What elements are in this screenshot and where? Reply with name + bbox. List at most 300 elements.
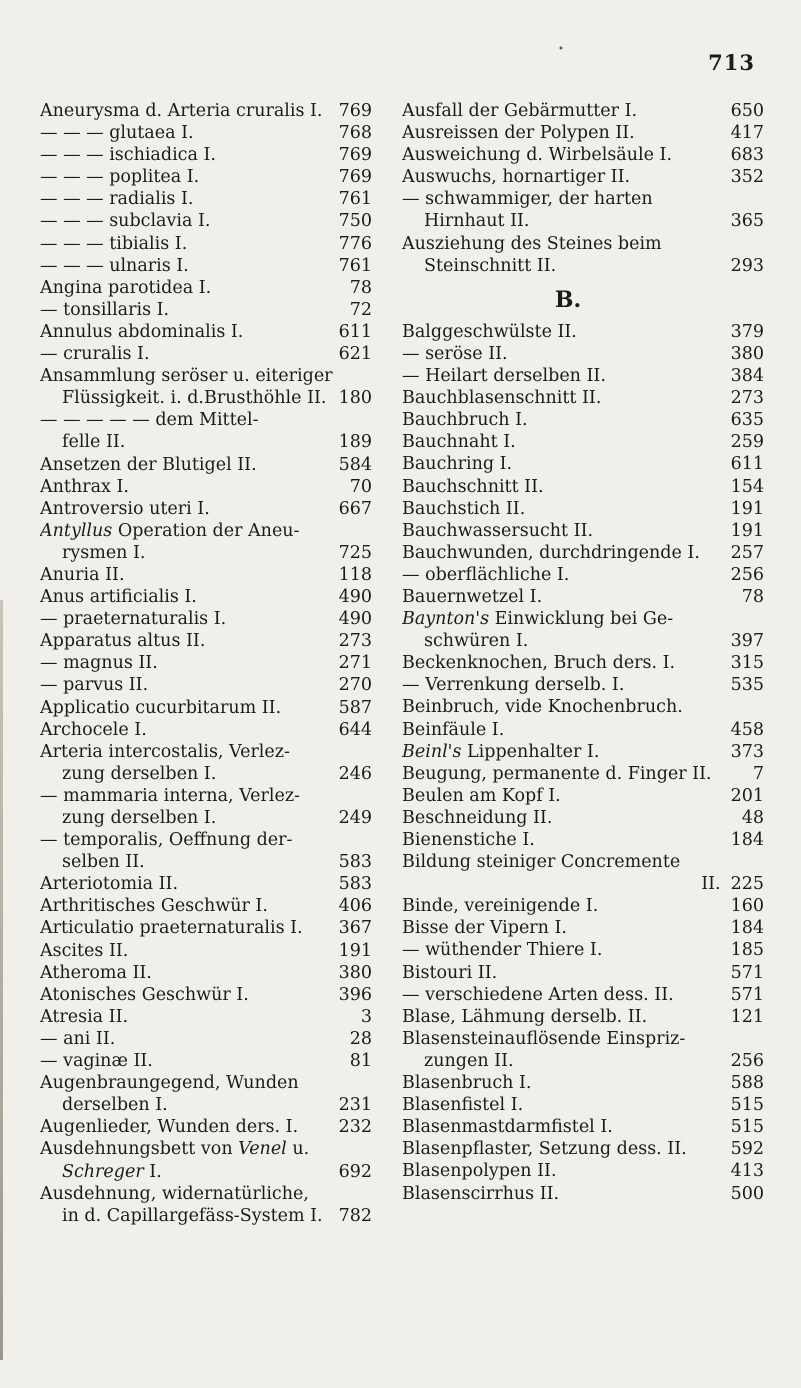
entry-page-ref: 587 — [338, 697, 372, 718]
entry-page-ref: 249 — [338, 808, 372, 828]
entry-page-ref: 769 — [338, 145, 372, 166]
index-entry — [40, 917, 372, 939]
entry-line — [402, 321, 764, 343]
entry-term: — magnus II. — [40, 653, 158, 674]
entry-page-ref: 293 — [730, 255, 764, 276]
entry-line — [40, 476, 372, 498]
entry-page-ref: 750 — [338, 211, 372, 232]
entry-term: Beinl's Lippenhalter I. — [402, 741, 600, 762]
entry-term: Annulus abdominalis I. — [40, 321, 244, 342]
entry-term: — parvus II. — [40, 675, 149, 696]
entry-line — [402, 453, 764, 475]
entry-page-ref — [368, 365, 372, 387]
entry-term: Atonisches Geschwür I. — [40, 984, 249, 1005]
entry-line — [40, 586, 372, 608]
entry-page-ref: 490 — [338, 609, 372, 630]
entry-page-ref: 191 — [338, 940, 372, 961]
entry-page-ref: 621 — [338, 344, 372, 365]
index-entry — [402, 564, 764, 586]
index-entry — [40, 630, 372, 652]
index-entry — [402, 233, 764, 277]
entry-term: — ani II. — [40, 1028, 116, 1049]
entry-line — [402, 851, 764, 873]
entry-term: Bauchwunden, durchdringende I. — [402, 542, 700, 563]
index-entry — [40, 785, 372, 829]
entry-continuation-line — [402, 630, 764, 652]
entry-page-ref: 635 — [730, 410, 764, 431]
index-entry — [402, 409, 764, 431]
entry-page-ref: 417 — [730, 123, 764, 144]
index-entry — [402, 895, 764, 917]
index-entry — [402, 542, 764, 564]
index-entry — [40, 122, 372, 144]
entry-term: Flüssigkeit. i. d.Brusthöhle II. — [62, 388, 327, 409]
entry-page-ref: 515 — [730, 1095, 764, 1116]
entry-term: Hirnhaut II. — [424, 211, 530, 232]
entry-page-ref: 273 — [338, 631, 372, 652]
entry-page-ref: 583 — [338, 874, 372, 895]
page-number: 713 — [708, 50, 755, 75]
index-entry — [402, 1028, 764, 1072]
index-entry — [40, 1028, 372, 1050]
index-entry — [402, 122, 764, 144]
entry-page-ref — [368, 1183, 372, 1205]
entry-page-ref: 225 — [730, 874, 764, 895]
entry-line — [402, 962, 764, 984]
entry-line — [402, 100, 764, 122]
entry-line — [402, 1138, 764, 1160]
entry-page-ref: 379 — [730, 321, 764, 342]
entry-term: Blasenbruch I. — [402, 1073, 532, 1094]
entry-page-ref — [760, 608, 764, 630]
index-entry — [402, 652, 764, 674]
entry-line — [402, 674, 764, 696]
index-entry — [40, 255, 372, 277]
entry-line — [40, 255, 372, 277]
entry-line — [402, 387, 764, 409]
index-entry — [40, 608, 372, 630]
entry-line — [40, 144, 372, 166]
entry-continuation-line — [402, 873, 764, 895]
index-entry — [402, 1072, 764, 1094]
entry-page-ref: 78 — [349, 277, 372, 298]
index-entry — [40, 1006, 372, 1028]
entry-page-ref: 683 — [730, 145, 764, 166]
entry-term: Beulen am Kopf I. — [402, 785, 561, 806]
index-entry — [40, 476, 372, 498]
entry-page-ref: 352 — [730, 167, 764, 188]
entry-page-ref: 271 — [338, 653, 372, 674]
entry-term: — Verrenkung derselb. I. — [402, 675, 625, 696]
entry-line — [402, 520, 764, 542]
index-entry — [40, 1116, 372, 1138]
entry-page-ref: 584 — [338, 454, 372, 475]
index-entry — [402, 498, 764, 520]
entry-term: Bauernwetzel I. — [402, 586, 543, 607]
entry-page-ref — [368, 409, 372, 431]
entry-page-ref: 373 — [730, 741, 764, 762]
entry-page-ref: 184 — [730, 918, 764, 939]
entry-term: Ausdehnungsbett von Venel u. — [40, 1139, 310, 1160]
entry-line — [40, 343, 372, 365]
entry-page-ref: 232 — [338, 1117, 372, 1138]
entry-line — [40, 409, 372, 431]
entry-page-ref: 259 — [730, 432, 764, 453]
index-entry — [402, 962, 764, 984]
entry-term: — Heilart derselben II. — [402, 366, 606, 387]
entry-term: Augenbraungegend, Wunden — [40, 1073, 299, 1094]
entry-line — [40, 166, 372, 188]
index-entry — [40, 674, 372, 696]
entry-line — [402, 409, 764, 431]
entry-page-ref: 160 — [730, 896, 764, 917]
entry-term: Applicatio cucurbitarum II. — [40, 697, 282, 718]
entry-continuation-line — [40, 807, 372, 829]
entry-page-ref: 256 — [730, 1050, 764, 1071]
entry-term: Blasenpolypen II. — [402, 1161, 557, 1182]
entry-line — [40, 1138, 372, 1160]
entry-term: Ausziehung des Steines beim — [402, 233, 662, 254]
index-entry — [40, 719, 372, 741]
index-entry — [402, 1183, 764, 1205]
entry-line — [402, 741, 764, 763]
entry-term: felle II. — [62, 432, 126, 453]
entry-page-ref: 782 — [338, 1205, 372, 1226]
entry-term: — — — radialis I. — [40, 189, 194, 210]
index-entry — [40, 277, 372, 299]
entry-line — [402, 542, 764, 564]
index-entry — [40, 984, 372, 1006]
index-entry — [40, 1183, 372, 1227]
entry-term: — — — ulnaris I. — [40, 255, 189, 276]
index-entry — [40, 520, 372, 564]
entry-page-ref: 769 — [338, 101, 372, 121]
entry-line — [402, 829, 764, 851]
entry-line — [40, 210, 372, 232]
entry-page-ref — [368, 829, 372, 851]
entry-term: Arteria intercostalis, Verlez- — [40, 741, 290, 762]
entry-line — [402, 365, 764, 387]
entry-continuation-line — [40, 387, 372, 409]
entry-page-ref: 315 — [730, 653, 764, 674]
entry-page-ref — [760, 188, 764, 210]
entry-page-ref: 189 — [338, 432, 372, 453]
index-entry — [40, 144, 372, 166]
entry-page-ref: 180 — [338, 388, 372, 409]
index-entry — [40, 498, 372, 520]
entry-term: Bauchbruch I. — [402, 410, 528, 431]
entry-page-ref: 406 — [338, 896, 372, 917]
entry-page-ref: 384 — [730, 366, 764, 387]
entry-term: — cruralis I. — [40, 344, 150, 365]
index-section-b — [402, 321, 764, 1205]
entry-term: Beinfäule I. — [402, 719, 505, 740]
index-entry — [40, 940, 372, 962]
entry-term: Augenlieder, Wunden ders. I. — [40, 1117, 299, 1138]
entry-page-ref: 201 — [730, 785, 764, 806]
entry-page-ref: 396 — [338, 984, 372, 1005]
entry-line — [40, 564, 372, 586]
entry-line — [402, 763, 764, 785]
entry-line — [402, 785, 764, 807]
entry-page-ref: 256 — [730, 564, 764, 585]
index-entry — [40, 409, 372, 453]
index-entry — [40, 299, 372, 321]
entry-line — [402, 1006, 764, 1028]
entry-term: Steinschnitt II. — [424, 255, 557, 276]
entry-page-ref: 273 — [730, 388, 764, 409]
index-entry — [402, 763, 764, 785]
entry-page-ref: 191 — [730, 498, 764, 519]
entry-term: II. — [701, 874, 721, 895]
entry-page-ref: 380 — [338, 962, 372, 983]
entry-line — [402, 564, 764, 586]
entry-line — [402, 917, 764, 939]
entry-line — [40, 873, 372, 895]
index-entry — [40, 1050, 372, 1072]
entry-page-ref: 184 — [730, 830, 764, 850]
entry-page-ref: 397 — [730, 631, 764, 652]
entry-term: Ascites II. — [40, 940, 129, 961]
entry-term: Bauchstich II. — [402, 498, 526, 519]
entry-term: Blase, Lähmung derselb. II. — [402, 1006, 648, 1027]
entry-line — [402, 1116, 764, 1138]
entry-page-ref: 458 — [730, 719, 764, 740]
index-entry — [402, 431, 764, 453]
entry-line — [40, 1183, 372, 1205]
entry-term: zungen II. — [424, 1050, 514, 1071]
entry-term: Antroversio uteri I. — [40, 498, 210, 519]
entry-term: Ausfall der Gebärmutter I. — [402, 101, 638, 121]
index-entry — [40, 697, 372, 719]
entry-page-ref: 768 — [338, 123, 372, 144]
entry-line — [40, 233, 372, 255]
entry-term: Atresia II. — [40, 1006, 129, 1027]
entry-line — [402, 1028, 764, 1050]
entry-term: Ausdehnung, widernatürliche, — [40, 1183, 309, 1204]
entry-line — [402, 807, 764, 829]
entry-term: — seröse II. — [402, 343, 508, 364]
index-entry — [40, 233, 372, 255]
entry-page-ref — [760, 1028, 764, 1050]
entry-line — [40, 652, 372, 674]
entry-line — [40, 719, 372, 741]
entry-term: Blasensteinauflösende Einspriz- — [402, 1028, 686, 1049]
entry-term: — praeternaturalis I. — [40, 609, 227, 630]
entry-term: Balggeschwülste II. — [402, 321, 577, 342]
entry-line — [40, 674, 372, 696]
index-entry — [402, 1094, 764, 1116]
entry-page-ref: 154 — [730, 476, 764, 497]
entry-page-ref: 515 — [730, 1117, 764, 1138]
entry-page-ref: 611 — [730, 454, 764, 475]
entry-line — [40, 940, 372, 962]
entry-term: Baynton's Einwicklung bei Ge- — [402, 609, 674, 630]
entry-term: Schreger I. — [62, 1161, 162, 1182]
entry-term: selben II. — [62, 852, 145, 873]
entry-line — [402, 122, 764, 144]
entry-page-ref: 761 — [338, 189, 372, 210]
entry-term: Bauchnaht I. — [402, 432, 516, 453]
entry-continuation-line — [40, 851, 372, 873]
entry-page-ref: 571 — [730, 962, 764, 983]
entry-term: Arteriotomia II. — [40, 874, 179, 895]
entry-line — [40, 1050, 372, 1072]
entry-page-ref — [368, 520, 372, 542]
entry-line — [402, 498, 764, 520]
entry-page-ref: 70 — [349, 476, 372, 497]
entry-line — [40, 520, 372, 542]
index-entry — [40, 829, 372, 873]
entry-term: Anuria II. — [40, 564, 125, 585]
index-entry — [402, 785, 764, 807]
entry-term: — — — tibialis I. — [40, 233, 188, 254]
entry-line — [402, 696, 764, 718]
entry-term: zung derselben I. — [62, 808, 217, 828]
index-entry — [40, 741, 372, 785]
index-entry — [40, 100, 372, 122]
entry-line — [40, 1006, 372, 1028]
entry-term: Beugung, permanente d. Finger II. — [402, 763, 712, 784]
entry-term: — — — glutaea I. — [40, 123, 194, 144]
entry-term: Apparatus altus II. — [40, 631, 206, 652]
entry-line — [40, 454, 372, 476]
entry-term: — mammaria interna, Verlez- — [40, 785, 300, 806]
entry-term: Blasenscirrhus II. — [402, 1183, 560, 1204]
entry-term: Angina parotidea I. — [40, 277, 212, 298]
entry-page-ref: 535 — [730, 675, 764, 696]
entry-term: — temporalis, Oeffnung der- — [40, 830, 293, 851]
entry-page-ref: 257 — [730, 542, 764, 563]
index-entry — [402, 188, 764, 232]
index-entry — [402, 851, 764, 895]
index-entry — [40, 652, 372, 674]
entry-page-ref: 365 — [730, 211, 764, 232]
entry-page-ref: 571 — [730, 984, 764, 1005]
index-entry — [402, 696, 764, 718]
index-entry — [402, 520, 764, 542]
entry-line — [402, 476, 764, 498]
entry-term: — — — subclavia I. — [40, 211, 211, 232]
entry-page-ref: 72 — [349, 299, 372, 320]
entry-page-ref: 490 — [338, 587, 372, 608]
entry-page-ref: 118 — [338, 564, 372, 585]
entry-term: Aneurysma d. Arteria cruralis I. — [40, 101, 323, 121]
index-entry — [402, 1006, 764, 1028]
entry-page-ref — [760, 696, 764, 718]
index-entry — [40, 166, 372, 188]
entry-line — [40, 100, 372, 122]
left-page-edge — [0, 600, 3, 1360]
entry-term: Anthrax I. — [40, 476, 129, 497]
index-entry — [40, 1072, 372, 1116]
entry-line — [402, 652, 764, 674]
entry-continuation-line — [40, 431, 372, 453]
entry-page-ref: 611 — [338, 321, 372, 342]
entry-page-ref: 725 — [338, 542, 372, 563]
entry-term: Beinbruch, vide Knochenbruch. — [402, 697, 683, 718]
entry-term: Blasenfistel I. — [402, 1095, 524, 1116]
entry-page-ref: 246 — [338, 763, 372, 784]
index-entry — [40, 343, 372, 365]
index-entry — [402, 807, 764, 829]
entry-term: Ausreissen der Polypen II. — [402, 123, 635, 144]
entry-line — [402, 984, 764, 1006]
entry-page-ref: 3 — [360, 1006, 372, 1027]
entry-page-ref: 7 — [752, 763, 764, 784]
entry-line — [402, 1160, 764, 1182]
index-entry — [40, 454, 372, 476]
entry-page-ref: 667 — [338, 498, 372, 519]
index-entry — [402, 453, 764, 475]
entry-term: Atheroma II. — [40, 962, 152, 983]
entry-page-ref: 81 — [349, 1051, 372, 1072]
entry-line — [40, 365, 372, 387]
entry-line — [40, 1028, 372, 1050]
entry-line — [40, 498, 372, 520]
entry-page-ref: 28 — [349, 1028, 372, 1049]
entry-term: Blasenpflaster, Setzung dess. II. — [402, 1139, 687, 1160]
entry-line — [40, 895, 372, 917]
index-entry — [402, 674, 764, 696]
entry-term: Anus artificialis I. — [40, 587, 197, 608]
entry-term: Bauchblasenschnitt II. — [402, 388, 602, 409]
entry-term: — — — poplitea I. — [40, 167, 200, 188]
entry-term: Arthritisches Geschwür I. — [40, 896, 268, 917]
entry-line — [402, 1072, 764, 1094]
entry-page-ref: 185 — [730, 940, 764, 961]
entry-page-ref: 380 — [730, 343, 764, 364]
index-entry — [40, 873, 372, 895]
entry-continuation-line — [40, 1161, 372, 1183]
entry-term: — oberflächliche I. — [402, 564, 570, 585]
entry-line — [402, 719, 764, 741]
entry-line — [40, 122, 372, 144]
entry-line — [40, 299, 372, 321]
entry-term: in d. Capillargefäss-System I. — [62, 1205, 323, 1226]
entry-term: Ansetzen der Blutigel II. — [40, 454, 257, 475]
entry-line — [40, 608, 372, 630]
section-letter-heading: B. — [554, 286, 582, 313]
index-entry — [402, 984, 764, 1006]
index-entry — [402, 100, 764, 122]
entry-line — [402, 1094, 764, 1116]
entry-line — [40, 188, 372, 210]
entry-term: Binde, vereinigende I. — [402, 896, 599, 917]
entry-page-ref: 500 — [730, 1183, 764, 1204]
entry-line — [40, 984, 372, 1006]
entry-page-ref: 776 — [338, 233, 372, 254]
index-entry — [402, 829, 764, 851]
entry-term: Archocele I. — [40, 719, 147, 740]
index-entry — [402, 1116, 764, 1138]
entry-page-ref — [760, 851, 764, 873]
entry-line — [402, 586, 764, 608]
entry-line — [40, 1116, 372, 1138]
entry-continuation-line — [40, 1205, 372, 1227]
entry-term: Bildung steiniger Concremente — [402, 852, 681, 873]
entry-line — [402, 144, 764, 166]
entry-line — [40, 785, 372, 807]
entry-page-ref: 367 — [338, 918, 372, 939]
entry-term: derselben I. — [62, 1095, 168, 1116]
entry-page-ref: 588 — [730, 1073, 764, 1094]
entry-page-ref: 644 — [338, 719, 372, 740]
entry-page-ref: 592 — [730, 1139, 764, 1160]
entry-page-ref — [368, 1138, 372, 1160]
entry-continuation-line — [402, 255, 764, 277]
entry-term: zung derselben I. — [62, 763, 217, 784]
